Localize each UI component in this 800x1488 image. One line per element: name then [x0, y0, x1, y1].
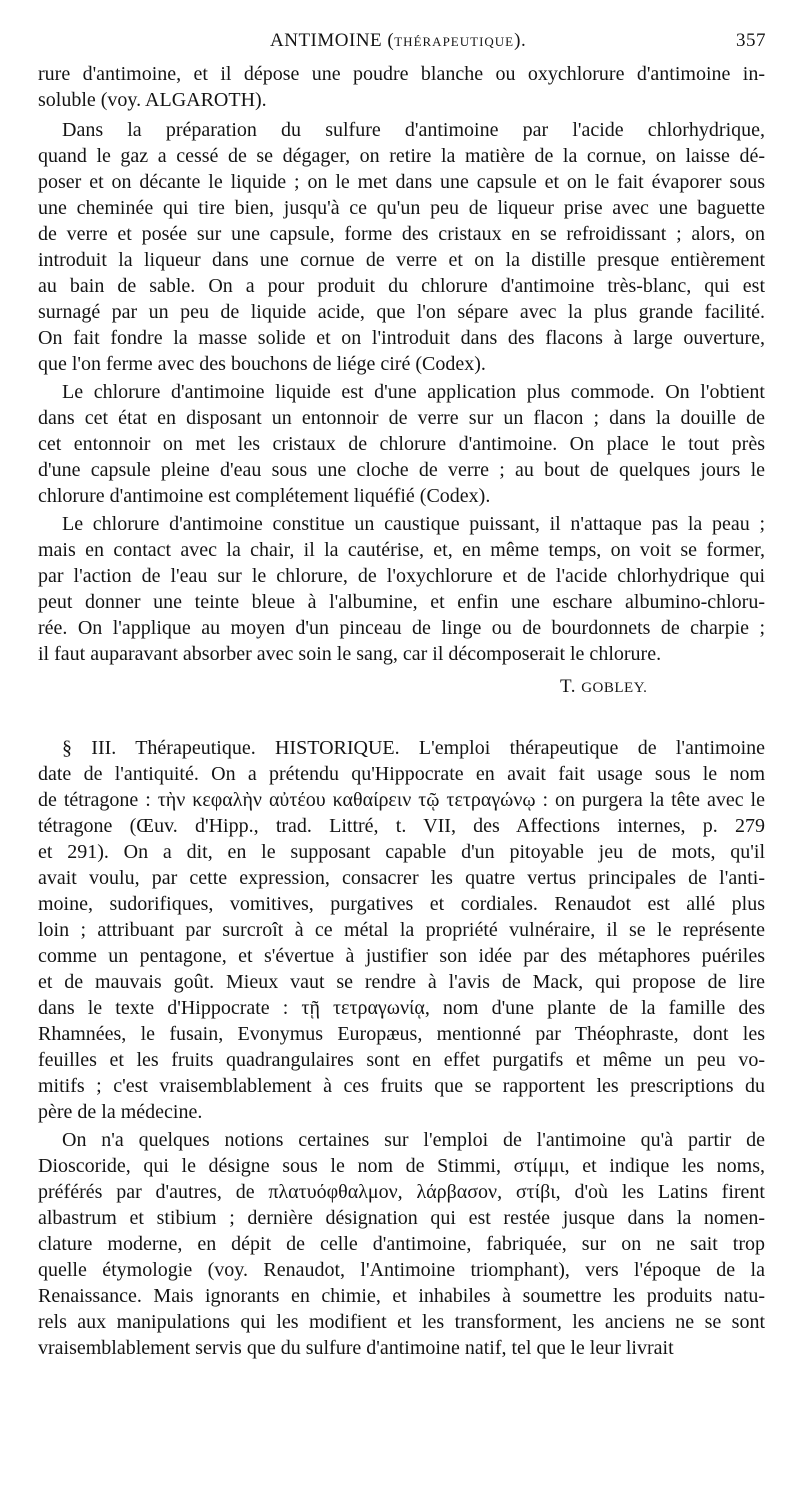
- text-line: par l'action de l'eau sur le chlorure, de l'oxychlorure et de l'acide chlorhydrique qui: [38, 565, 765, 587]
- text-line: comme un pentagone, et s'évertue à justifier son idée par des métaphores puériles: [38, 945, 765, 967]
- text-line: Renaissance. Mais ignorants en chimie, et inhabiles à soumettre les produits natu-: [38, 1285, 765, 1307]
- author-signature: [560, 676, 647, 698]
- text-line: poser et on décante le liquide ; on le met dans une capsule et on le fait évaporer sous: [38, 171, 765, 193]
- text-line: On fait fondre la masse solide et on l'introduit dans des flacons à large ouverture,: [38, 327, 765, 349]
- running-head: [270, 30, 526, 52]
- text-line: Le chlorure d'antimoine liquide est d'une application plus commode. On l'obtient: [62, 381, 765, 403]
- text-line: et 291). On a dit, en le supposant capable d'un pitoyable jeu de mots, qu'il: [38, 841, 765, 863]
- running-head-close: ).: [514, 30, 527, 51]
- text-line: rure d'antimoine, et il dépose une poudre blanche ou oxychlorure d'antimoine in-: [38, 63, 765, 85]
- text-line: quand le gaz a cessé de se dégager, on retire la matière de la cornue, on laisse dé-: [38, 145, 765, 167]
- text-line: On n'a quelques notions certaines sur l'emploi de l'antimoine qu'à partir de: [62, 1129, 765, 1151]
- text-line: de tétragone : τὴν κεφαλὴν αὐτέου καθαίρειν τῷ τετραγώνῳ : on purgera la tête avec le: [38, 789, 765, 811]
- text-line: albastrum et stibium ; dernière désignation qui est restée jusque dans la nomen-: [38, 1207, 765, 1229]
- text-line: soluble (voy. ALGAROTH).: [38, 89, 267, 111]
- text-line: Dioscoride, qui le désigne sous le nom de Stimmi, στίμμι, et indique les noms,: [38, 1155, 765, 1177]
- text-line: moine, sudorifiques, vomitives, purgatives et cordiales. Renaudot est allé plus: [38, 893, 765, 915]
- text-line: de verre et posée sur une capsule, forme des cristaux en se refroidissant ; alors, on: [38, 223, 765, 245]
- text-line: préférés par d'autres, de πλατυόφθαλμον, λάρβασον, στίβι, d'où les Latins firent: [38, 1181, 765, 1203]
- text-line: rée. On l'applique au moyen d'un pinceau de linge ou de bourdonnets de charpie ;: [38, 617, 765, 639]
- text-line: tétragone (Œuv. d'Hipp., trad. Littré, t. VII, des Affections internes, p. 279: [38, 815, 765, 837]
- text-line: § III. Thérapeutique. HISTORIQUE. L'emploi thérapeutique de l'antimoine: [62, 737, 765, 759]
- signature-initial: T.: [560, 676, 582, 697]
- text-line: une cheminée qui tire bien, jusqu'à ce qu'un peu de liqueur prise avec une baguette: [38, 197, 765, 219]
- text-line: père de la médecine.: [38, 1101, 203, 1123]
- text-line: d'une capsule pleine d'eau sous une cloche de verre ; au bout de quelques jours le: [38, 459, 765, 481]
- text-line: clature moderne, en dépit de celle d'antimoine, fabriquée, sur on ne sait trop: [38, 1233, 765, 1255]
- text-line: Dans la préparation du sulfure d'antimoine par l'acide chlorhydrique,: [62, 119, 765, 141]
- text-line: Le chlorure d'antimoine constitue un caustique puissant, il n'attaque pas la peau ;: [62, 513, 765, 535]
- text-line: peut donner une teinte bleue à l'albumine, et enfin une eschare albumino-chloru-: [38, 591, 765, 613]
- text-line: Rhamnées, le fusain, Evonymus Europæus, mentionné par Théophraste, dont les: [38, 1023, 765, 1045]
- running-head-title: ANTIMOINE (: [270, 30, 395, 51]
- text-line: il faut auparavant absorber avec soin le sang, car il décomposerait le chlorure.: [38, 643, 662, 665]
- running-head-subtitle: THÉRAPEUTIQUE: [394, 34, 515, 49]
- text-line: vraisemblablement servis que du sulfure d'antimoine natif, tel que le leur livrait: [38, 1337, 674, 1359]
- text-line: date de l'antiquité. On a prétendu qu'Hippocrate en avait fait usage sous le nom: [38, 763, 765, 785]
- text-line: avait voulu, par cette expression, consacrer les quatre vertus principales de l'anti-: [38, 867, 765, 889]
- text-line: et de mauvais goût. Mieux vaut se rendre à l'avis de Mack, qui propose de lire: [38, 971, 765, 993]
- text-line: que l'on ferme avec des bouchons de liége ciré (Codex).: [38, 353, 486, 375]
- signature-name: GOBLEY.: [581, 680, 648, 696]
- text-line: introduit la liqueur dans une cornue de verre et on la distille presque entièrement: [38, 249, 765, 271]
- text-line: rels aux manipulations qui les modifient et les transforment, les anciens ne se sont: [38, 1311, 765, 1333]
- text-line: surnagé par un peu de liquide acide, que l'on sépare avec la plus grande facilité.: [38, 301, 765, 323]
- text-line: feuilles et les fruits quadrangulaires sont en effet purgatifs et même un peu vo-: [38, 1049, 765, 1071]
- page-number: 357: [736, 30, 766, 51]
- text-line: dans cet état en disposant un entonnoir de verre sur un flacon ; dans la douille de: [38, 407, 765, 429]
- text-line: mitifs ; c'est vraisemblablement à ces fruits que se rapportent les prescriptions du: [38, 1075, 765, 1097]
- text-line: quelle étymologie (voy. Renaudot, l'Antimoine triomphant), vers l'époque de la: [38, 1259, 765, 1281]
- text-line: au bain de sable. On a pour produit du chlorure d'antimoine très-blanc, qui est: [38, 275, 765, 297]
- text-line: loin ; attribuant par surcroît à ce métal la propriété vulnéraire, il se le représente: [38, 919, 765, 941]
- page-header: [30, 28, 766, 58]
- text-line: mais en contact avec la chair, il la cautérise, et, en même temps, on voit se former,: [38, 539, 765, 561]
- text-line: dans le texte d'Hippocrate : τῇ τετραγωνίᾳ, nom d'une plante de la famille des: [38, 997, 765, 1019]
- text-line: chlorure d'antimoine est complétement liquéfié (Codex).: [38, 485, 491, 507]
- text-line: cet entonnoir on met les cristaux de chlorure d'antimoine. On place le tout près: [38, 433, 765, 455]
